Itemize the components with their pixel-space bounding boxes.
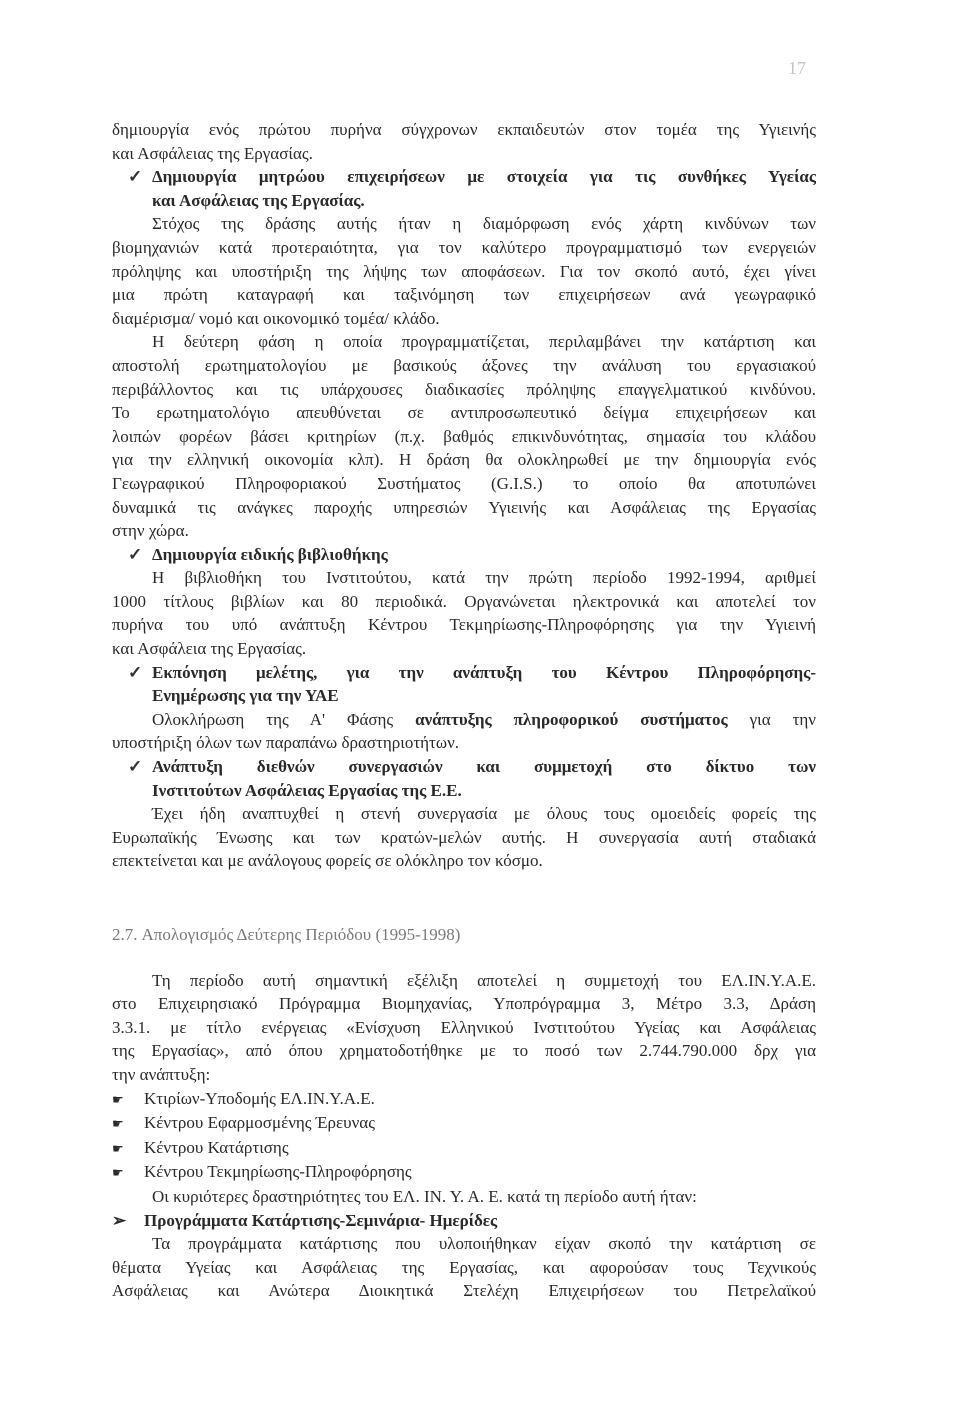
text-line bbox=[112, 708, 816, 732]
list-item bbox=[112, 1136, 816, 1161]
page-number: 17 bbox=[788, 58, 806, 78]
list-item bbox=[112, 1087, 816, 1112]
text-line: Η βιβλιοθήκη του Ινστιτούτου, κατά την πρώτη περίοδο 1992-1994, αριθμεί bbox=[152, 568, 816, 588]
text-line: μια πρώτη καταγραφή και ταξινόμηση των επιχειρήσεων ανά γεωγραφικό bbox=[112, 285, 816, 305]
text-line: 1000 τίτλους βιβλίων και 80 περιοδικά. Οργανώνεται ηλεκτρονικά και αποτελεί τον bbox=[112, 591, 816, 611]
text-line: πυρήνα του υπό ανάπτυξη Κέντρου Τεκμηρίωσης-Πληροφόρησης για την Υγιεινή bbox=[112, 615, 816, 635]
list-item-label: Κέντρου Τεκμηρίωσης-Πληροφόρησης bbox=[144, 1162, 412, 1182]
pointing-hand-icon: ☛ bbox=[112, 1116, 124, 1132]
bullet-item bbox=[112, 165, 816, 189]
bullet-heading-cont: και Ασφάλειας της Εργασίας. bbox=[152, 190, 365, 210]
pointing-hand-icon: ☛ bbox=[112, 1091, 124, 1107]
bullet-heading: Δημιουργία μητρώου επιχειρήσεων με στοιχεία για τις συνθήκες Υγείας bbox=[152, 167, 816, 187]
bullet-heading: Εκπόνηση μελέτης, για την ανάπτυξη του Κέντρου Πληροφόρησης- bbox=[152, 662, 816, 682]
bullet-item bbox=[112, 543, 816, 567]
bullet-heading: Ανάπτυξη διεθνών συνεργασιών και συμμετοχή στο δίκτυο των bbox=[152, 757, 816, 777]
text-line: Έχει ήδη αναπτυχθεί η στενή συνεργασία με όλους τους ομοειδείς φορείς της bbox=[152, 804, 816, 824]
text-run: Ολοκλήρωση της Α' Φάσης bbox=[152, 709, 416, 729]
text-line: δημιουργία ενός πρώτου πυρήνα σύγχρονων εκπαιδευτών στον τομέα της Υγιεινής bbox=[112, 120, 816, 139]
bullet-item bbox=[112, 661, 816, 685]
text-line: περιβάλλοντος και τις υπάρχουσες διαδικασίες πρόληψης επαγγελματικού κινδύνου. bbox=[112, 379, 816, 399]
text-line: δυναμικά τις ανάγκες παροχής υπηρεσιών Υγιεινής και Ασφάλειας της Εργασίας bbox=[112, 497, 816, 517]
bullet-heading: Δημιουργία ειδικής βιβλιοθήκης bbox=[152, 544, 388, 564]
text-line: Στόχος της δράσης αυτής ήταν η διαμόρφωση ενός χάρτη κινδύνων των bbox=[152, 214, 816, 234]
list-item-label: Κτιρίων-Υποδομής ΕΛ.ΙΝ.Υ.Α.Ε. bbox=[144, 1088, 375, 1108]
section-heading bbox=[112, 923, 816, 947]
text-line: Τη περίοδο αυτή σημαντική εξέλιξη αποτελεί η συμμετοχή του ΕΛ.ΙΝ.Υ.Α.Ε. bbox=[152, 970, 816, 990]
text-line: Ασφάλειας και Ανώτερα Διοικητικά Στελέχη Επιχειρήσεων του Πετρελαϊκού bbox=[112, 1281, 816, 1301]
text-line: Τα προγράμματα κατάρτισης που υλοποιήθηκαν είχαν σκοπό την κατάρτιση σε bbox=[152, 1234, 816, 1254]
arrow-icon: ➢ bbox=[112, 1210, 127, 1230]
text-line: υποστήριξη όλων των παραπάνω δραστηριοτήτων. bbox=[112, 733, 460, 753]
arrow-item-heading: Προγράμματα Κατάρτισης-Σεμινάρια- Ημερίδες bbox=[144, 1210, 498, 1230]
text-line: της Εργασίας», από όπου χρηματοδοτήθηκε με το ποσό των 2.744.790.000 δρχ για bbox=[112, 1041, 816, 1061]
list-item-label: Κέντρου Κατάρτισης bbox=[144, 1137, 289, 1157]
document-body bbox=[112, 118, 816, 1303]
text-line: στην χώρα. bbox=[112, 521, 189, 541]
text-line: βιομηχανιών κατά προτεραιότητα, για τον καλύτερο προγραμματισμό των ενεργειών bbox=[112, 237, 816, 257]
bullet-item bbox=[112, 755, 816, 779]
section-number: 2.7. bbox=[112, 925, 138, 944]
text-line: Το ερωτηματολόγιο απευθύνεται σε αντιπροσωπευτικό δείγμα επιχειρήσεων και bbox=[112, 403, 816, 423]
checkmark-icon: ✓ bbox=[128, 167, 143, 187]
text-line: στο Επιχειρησιακό Πρόγραμμα Βιομηχανίας, Υποπρόγραμμα 3, Μέτρο 3.3, Δράση bbox=[112, 994, 816, 1014]
text-line: για την ελληνική οικονομία κλπ). Η δράση θα ολοκληρωθεί με την δημιουργία ενός bbox=[112, 450, 816, 470]
text-line: αποστολή ερωτηματολογίου με βασικούς άξονες την ανάλυση του εργασιακού bbox=[112, 355, 816, 375]
checkmark-icon: ✓ bbox=[128, 544, 143, 564]
text-line: και Ασφάλειας της Εργασίας. bbox=[112, 143, 313, 163]
text-line: πρόληψης και υποστήριξη της λήψης των αποφάσεων. Για τον σκοπό αυτό, έχει γίνει bbox=[112, 261, 816, 281]
text-line: Οι κυριότερες δραστηριότητες του ΕΛ. ΙΝ. Υ. Α. Ε. κατά τη περίοδο αυτή ήταν: bbox=[152, 1186, 697, 1206]
text-line: την ανάπτυξη: bbox=[112, 1064, 211, 1084]
text-line: Γεωγραφικού Πληροφοριακού Συστήματος (G.I.S.) το οποίο θα αποτυπώνει bbox=[112, 473, 816, 493]
text-line: Η δεύτερη φάση η οποία προγραμματίζεται, περιλαμβάνει την κατάρτιση και bbox=[152, 332, 816, 352]
checkmark-icon: ✓ bbox=[128, 757, 143, 777]
text-run: για την bbox=[727, 709, 816, 729]
pointing-hand-icon: ☛ bbox=[112, 1165, 124, 1181]
arrow-item bbox=[112, 1209, 816, 1233]
text-line: επεκτείνεται και με ανάλογους φορείς σε ολόκληρο τον κόσμο. bbox=[112, 851, 543, 871]
text-run-bold: ανάπτυξης πληροφορικού συστήματος bbox=[415, 709, 728, 729]
text-line: και Ασφάλεια της Εργασίας. bbox=[112, 639, 307, 659]
bullet-heading-cont: Ινστιτούτων Ασφάλειας Εργασίας της Ε.Ε. bbox=[152, 780, 462, 800]
list-item bbox=[112, 1111, 816, 1136]
bullet-heading-cont: Ενημέρωσης για την ΥΑΕ bbox=[152, 686, 339, 706]
text-line: θέματα Υγείας και Ασφάλειας της Εργασίας, και αφορούσαν τους Τεχνικούς bbox=[112, 1257, 816, 1277]
list-item bbox=[112, 1160, 816, 1185]
checkmark-icon: ✓ bbox=[128, 662, 143, 682]
text-line: Ευρωπαϊκής Ένωσης και των κρατών-μελών αυτής. Η συνεργασία αυτή σταδιακά bbox=[112, 827, 816, 847]
pointing-hand-icon: ☛ bbox=[112, 1140, 124, 1156]
section-title: Απολογισμός Δεύτερης Περιόδου (1995-1998) bbox=[141, 925, 461, 944]
text-line: διαμέρισμα/ νομό και οικονομικό τομέα/ κλάδο. bbox=[112, 308, 440, 328]
list-item-label: Κέντρου Εφαρμοσμένης Έρευνας bbox=[144, 1113, 375, 1133]
text-line: 3.3.1. με τίτλο ενέργειας «Ενίσχυση Ελληνικού Ινστιτούτου Υγείας και Ασφάλειας bbox=[112, 1017, 816, 1037]
text-line: λοιπών φορέων βάσει κριτηρίων (π.χ. βαθμός επικινδυνότητας, σημασία του κλάδου bbox=[112, 426, 816, 446]
